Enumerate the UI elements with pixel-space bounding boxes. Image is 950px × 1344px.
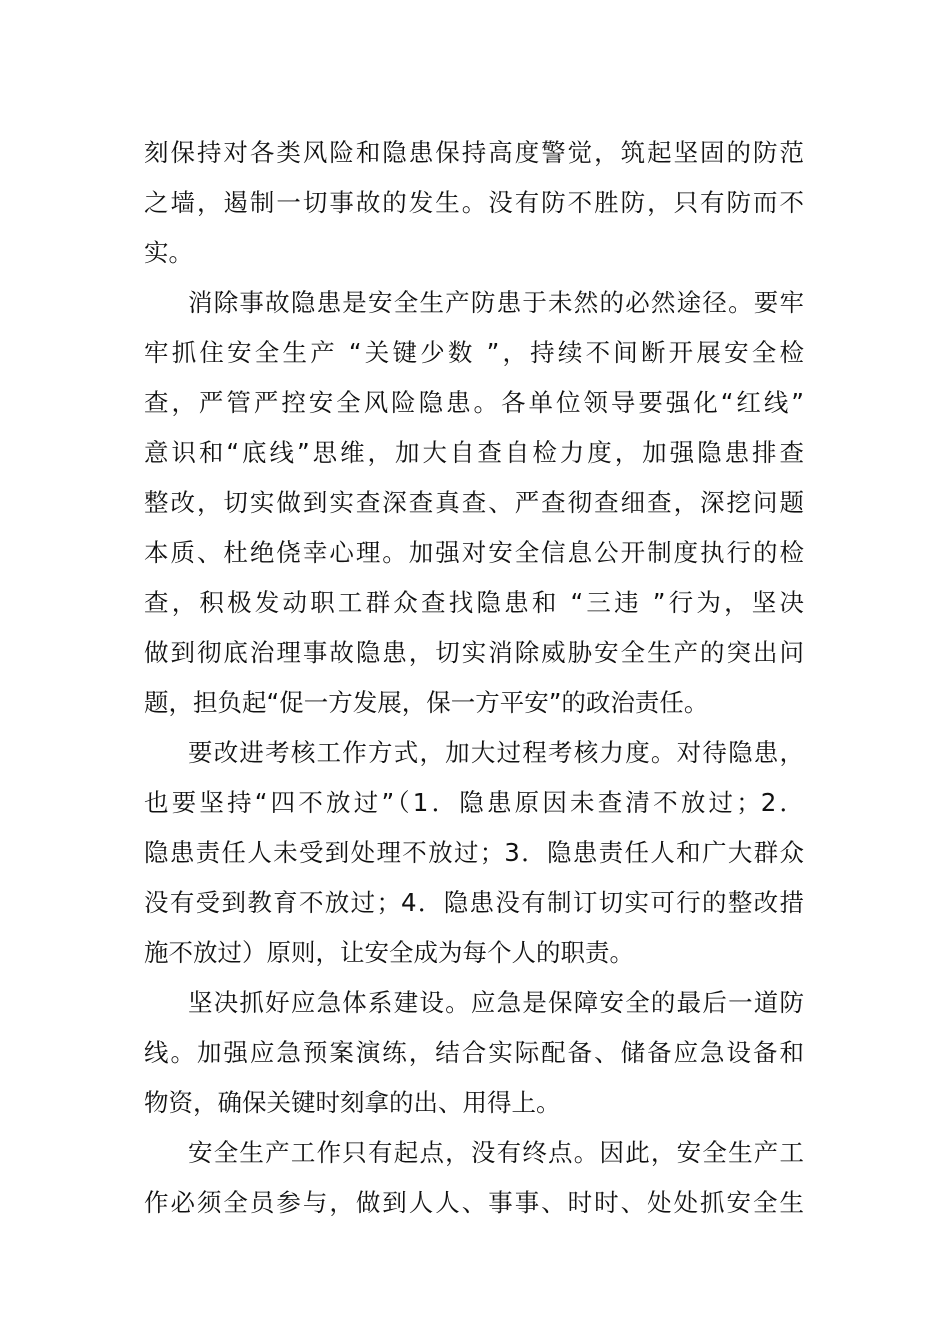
text-line: 题，担负起“促一方发展，保一方平安”的政治责任。 xyxy=(144,688,709,717)
text-line: 物资，确保关键时刻拿的出、用得上。 xyxy=(144,1088,561,1117)
paragraph-first-line: 坚决抓好应急体系建设。应急是保障安全的最后一道防 xyxy=(188,988,804,1017)
text-line: 刻保持对各类风险和隐患保持高度警觉，筑起坚固的防范 xyxy=(144,138,804,167)
text-line: 查，严管严控安全风险隐患。各单位领导要强化“红线” xyxy=(144,388,804,417)
text-line: 查，积极发动职工群众查找隐患和 “三违 ”行为，坚决 xyxy=(144,588,804,617)
text-line: 也要坚持“四不放过”（1．隐患原因未查清不放过；2． xyxy=(144,788,804,817)
text-line: 实。 xyxy=(144,238,193,267)
paragraph-first-line: 消除事故隐患是安全生产防患于未然的必然途径。要牢 xyxy=(188,288,804,317)
text-line: 没有受到教育不放过；4．隐患没有制订切实可行的整改措 xyxy=(144,888,804,917)
text-line: 做到彻底治理事故隐患，切实消除威胁安全生产的突出问 xyxy=(144,638,804,667)
text-line: 本质、杜绝侥幸心理。加强对安全信息公开制度执行的检 xyxy=(144,538,804,567)
text-line: 之墙，遏制一切事故的发生。没有防不胜防，只有防而不 xyxy=(144,188,804,217)
paragraph-first-line: 安全生产工作只有起点，没有终点。因此，安全生产工 xyxy=(188,1138,804,1167)
text-line: 作必须全员参与，做到人人、事事、时时、处处抓安全生 xyxy=(144,1188,804,1217)
text-line: 牢抓住安全生产 “关键少数 ”，持续不间断开展安全检 xyxy=(144,338,804,367)
text-line: 意识和“底线”思维，加大自查自检力度，加强隐患排查 xyxy=(144,438,804,467)
text-line: 施不放过）原则，让安全成为每个人的职责。 xyxy=(144,938,634,967)
paragraph-first-line: 要改进考核工作方式，加大过程考核力度。对待隐患， xyxy=(188,738,804,767)
text-line: 线。加强应急预案演练，结合实际配备、储备应急设备和 xyxy=(144,1038,804,1067)
text-line: 整改，切实做到实查深查真查、严查彻查细查，深挖问题 xyxy=(144,488,804,517)
text-line: 隐患责任人未受到处理不放过；3．隐患责任人和广大群众 xyxy=(144,838,804,867)
